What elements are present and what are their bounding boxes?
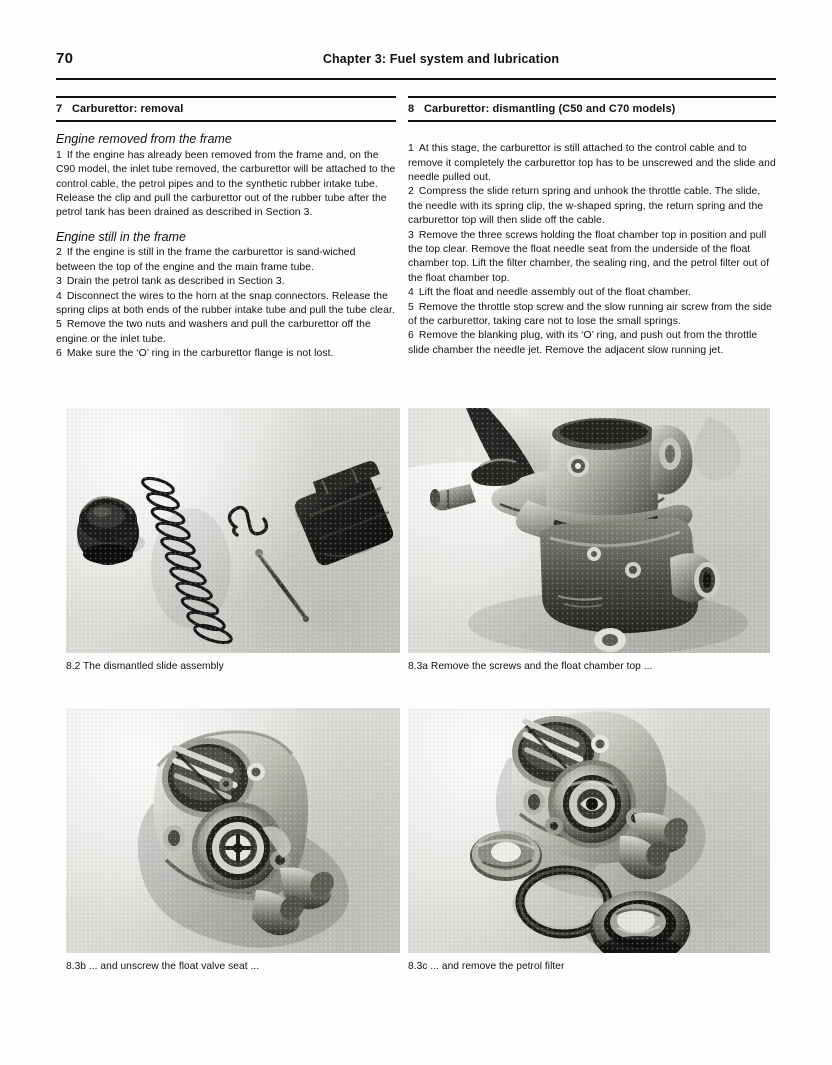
paragraph-text: Make sure the ‘O’ ring in the carburettor flange is not lost. [66,348,334,360]
paragraph-text: Compress the slide return spring and unhook the throttle cable. The slide, the needle with its spring clip, the w-shaped spring, the return spring and the carburettor top will then slide off the cable. [408,186,764,227]
section-header-7 [56,96,396,122]
section-rule-bottom [408,120,776,122]
paragraph [56,246,396,275]
photo-unscrew-float-valve-seat [66,708,400,953]
paragraph-number: 2 [408,186,414,198]
running-head [56,50,776,72]
figure-caption: 8.3b ... and unscrew the float valve seat ... [66,961,260,972]
paragraph [56,149,396,221]
figure-caption: 8.3a Remove the screws and the float chamber top ... [408,661,653,672]
paragraph-text: Remove the three screws holding the float chamber top in position and pull the top clear. Remove the float needle seat from the underside of the float chamber top. Lift the filter chamber, the sealing ring, and the petrol filter out of the float chamber top. [408,229,770,284]
paragraph-number: 4 [56,290,62,302]
figure-8-3c [408,708,770,972]
figure-8-2 [66,408,400,672]
paragraph [408,142,776,185]
photo-remove-screws-float-chamber-top [408,408,770,653]
paragraph [408,286,776,300]
section-title-row [408,98,776,120]
subheading-engine-removed: Engine removed from the frame [56,132,232,147]
paragraph [56,318,396,347]
paragraph-text: If the engine has already been removed from the frame and, on the C90 model, the inlet tube removed, the carburettor will be attached to the control cable, the petrol pipes and to the synthetic rubber intake tube. Release the clip and pull the carburettor out of the rubber tube after the petrol tank has been drained as described in Section 3. [56,149,396,219]
paragraph-number: 5 [56,319,62,331]
photo-grain [66,708,400,953]
paragraph [408,329,776,358]
paragraph-number: 6 [408,330,414,342]
paragraph-number: 6 [56,348,62,360]
paragraph-number: 3 [408,229,414,241]
figure-caption: 8.3c ... and remove the petrol filter [408,961,565,972]
paragraph-number: 1 [56,149,62,161]
paragraph-text: Remove the two nuts and washers and pull the carburettor off the engine or the inlet tube. [56,319,371,345]
figure-8-3b [66,708,400,972]
left-column [56,96,396,362]
section-number: 7 [56,103,63,115]
photo-grain [408,708,770,953]
section-number: 8 [408,103,415,115]
paragraph-text: Drain the petrol tank as described in Section 3. [66,276,285,288]
chapter-title: Chapter 3: Fuel system and lubrication [322,52,560,66]
photo-grain [66,408,400,653]
photo-grain [408,408,770,653]
paragraph [408,185,776,228]
section-title: Carburettor: dismantling (C50 and C70 models) [424,103,676,115]
subheading-engine-in-frame: Engine still in the frame [56,229,186,244]
figure-8-3a [408,408,770,672]
paragraph-number: 3 [56,276,62,288]
paragraph [408,301,776,330]
paragraph-text: At this stage, the carburettor is still attached to the control cable and to remove it completely the carburettor top has to be unscrewed and the slide and needle pulled out. [408,143,776,183]
paragraph-number: 1 [408,143,414,155]
paragraph-number: 2 [56,247,62,259]
paragraph [56,275,396,289]
paragraph-number: 5 [408,301,414,313]
paragraph-text: Disconnect the wires to the horn at the snap connectors. Release the spring clips at both ends of the rubber intake tube and pull the tube clear. [56,290,395,316]
paragraph [56,290,396,319]
section-rule-bottom [56,120,396,122]
header-rule [56,78,776,80]
paragraph [56,347,396,361]
paragraph [408,229,776,287]
photo-dismantled-slide-assembly [66,408,400,653]
paragraph-text: Remove the throttle stop screw and the slow running air screw from the side of the carburettor, taking care not to lose the small springs. [408,301,772,327]
page-number: 70 [56,50,74,67]
right-column [408,96,776,358]
paragraph-number: 4 [408,287,414,299]
paragraph-text: If the engine is still in the frame the carburettor is sand-wiched between the top of the engine and the main frame tube. [56,247,356,273]
section-header-8 [408,96,776,122]
paragraph-text: Remove the blanking plug, with its ‘O’ ring, and push out from the throttle slide chamber the needle jet. Remove the adjacent slow running jet. [408,330,758,356]
section-title: Carburettor: removal [72,103,184,115]
photo-remove-petrol-filter [408,708,770,953]
paragraph-text: Lift the float and needle assembly out of the float chamber. [418,287,692,299]
section-title-row [56,98,396,120]
figure-caption: 8.2 The dismantled slide assembly [66,661,224,672]
